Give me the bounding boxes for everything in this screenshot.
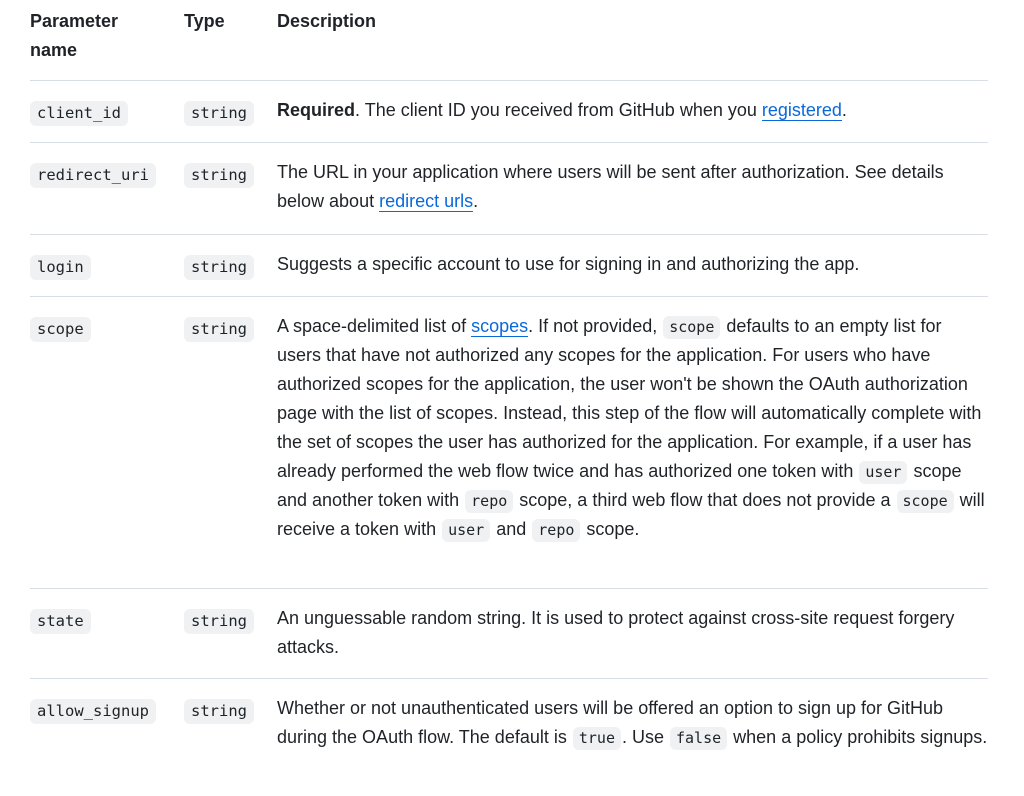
table-header-row [30,0,988,81]
registered-link[interactable]: registered [761,100,842,120]
inline-code-repo: repo [465,490,513,513]
param-type-cell [184,158,277,234]
param-name-cell [30,250,184,296]
param-name-redirect-uri: redirect_uri [30,163,156,188]
table-row-client-id [30,81,988,143]
header-type: Type [184,11,225,31]
param-type-cell [184,312,277,588]
param-name-cell [30,158,184,234]
param-name-cell [30,312,184,588]
desc-text: The URL in your application where users will be sent after authorization. See details below about [277,162,944,211]
desc-text: . If not provided, [528,316,663,336]
header-description: Description [277,11,377,31]
param-type-cell [184,694,277,796]
table-row-state [30,589,988,679]
desc-text: . [473,191,479,211]
param-description [277,694,988,796]
param-name-cell [30,604,184,678]
header-name-line2: name [30,40,78,60]
header-name-line1: Parameter [30,11,119,31]
param-description [277,96,988,142]
param-type-cell [184,96,277,142]
param-name-login: login [30,255,91,280]
parameters-table [30,0,988,796]
param-description [277,312,988,588]
scopes-link[interactable]: scopes [471,316,529,336]
param-name-scope: scope [30,317,91,342]
inline-code-true: true [573,727,621,750]
param-type: string [184,699,254,724]
desc-text: scope and another token with [277,461,962,510]
desc-text: scope. [581,519,640,539]
desc-text: Whether or not unauthenticated users will be offered an option to sign up for GitHub during the OAuth flow. The default is [277,698,944,747]
param-type: string [184,317,254,342]
param-name-cell [30,96,184,142]
param-name-state: state [30,609,91,634]
table-row-allow-signup [30,679,988,796]
header-parameter-name [30,0,184,80]
param-type-cell [184,250,277,296]
param-description: An unguessable random string. It is used to protect against cross-site request forgery attacks. [277,608,955,657]
param-type-cell [184,604,277,678]
inline-code-scope: scope [897,490,954,513]
desc-text: defaults to an empty list for users that have not authorized any scopes for the application. For users who have authorized scopes for the application, the user won't be shown the OAuth authorization page with the list of scopes. Instead, this step of the flow will automatically complete with the set of scopes the user has authorized for the application. For example, if a user has already performed the web flow twice and has authorized one token with [277,316,982,481]
inline-code-scope: scope [663,316,720,339]
desc-text: . [841,100,847,120]
desc-text: . The client ID you received from GitHub when you [355,100,762,120]
param-type: string [184,163,254,188]
inline-code-user: user [442,519,490,542]
required-label: Required [277,100,356,120]
param-type: string [184,101,254,126]
desc-text: when a policy prohibits signups. [728,727,988,747]
desc-text: A space-delimited list of [277,316,472,336]
redirect-urls-link[interactable]: redirect urls [379,191,474,211]
table-row-login [30,235,988,297]
table-row-scope [30,297,988,589]
param-name-allow-signup: allow_signup [30,699,156,724]
inline-code-false: false [670,727,727,750]
inline-code-repo: repo [532,519,580,542]
desc-text: and [491,519,532,539]
desc-text: will receive a token with [277,490,985,539]
param-type: string [184,609,254,634]
desc-text: . Use [621,727,669,747]
param-name-cell [30,694,184,796]
desc-text: scope, a third web flow that does not provide a [514,490,896,510]
inline-code-user: user [859,461,907,484]
param-description [277,158,988,234]
table-row-redirect-uri [30,143,988,235]
param-type: string [184,255,254,280]
param-name-client-id: client_id [30,101,128,126]
param-description: Suggests a specific account to use for signing in and authorizing the app. [277,254,860,274]
